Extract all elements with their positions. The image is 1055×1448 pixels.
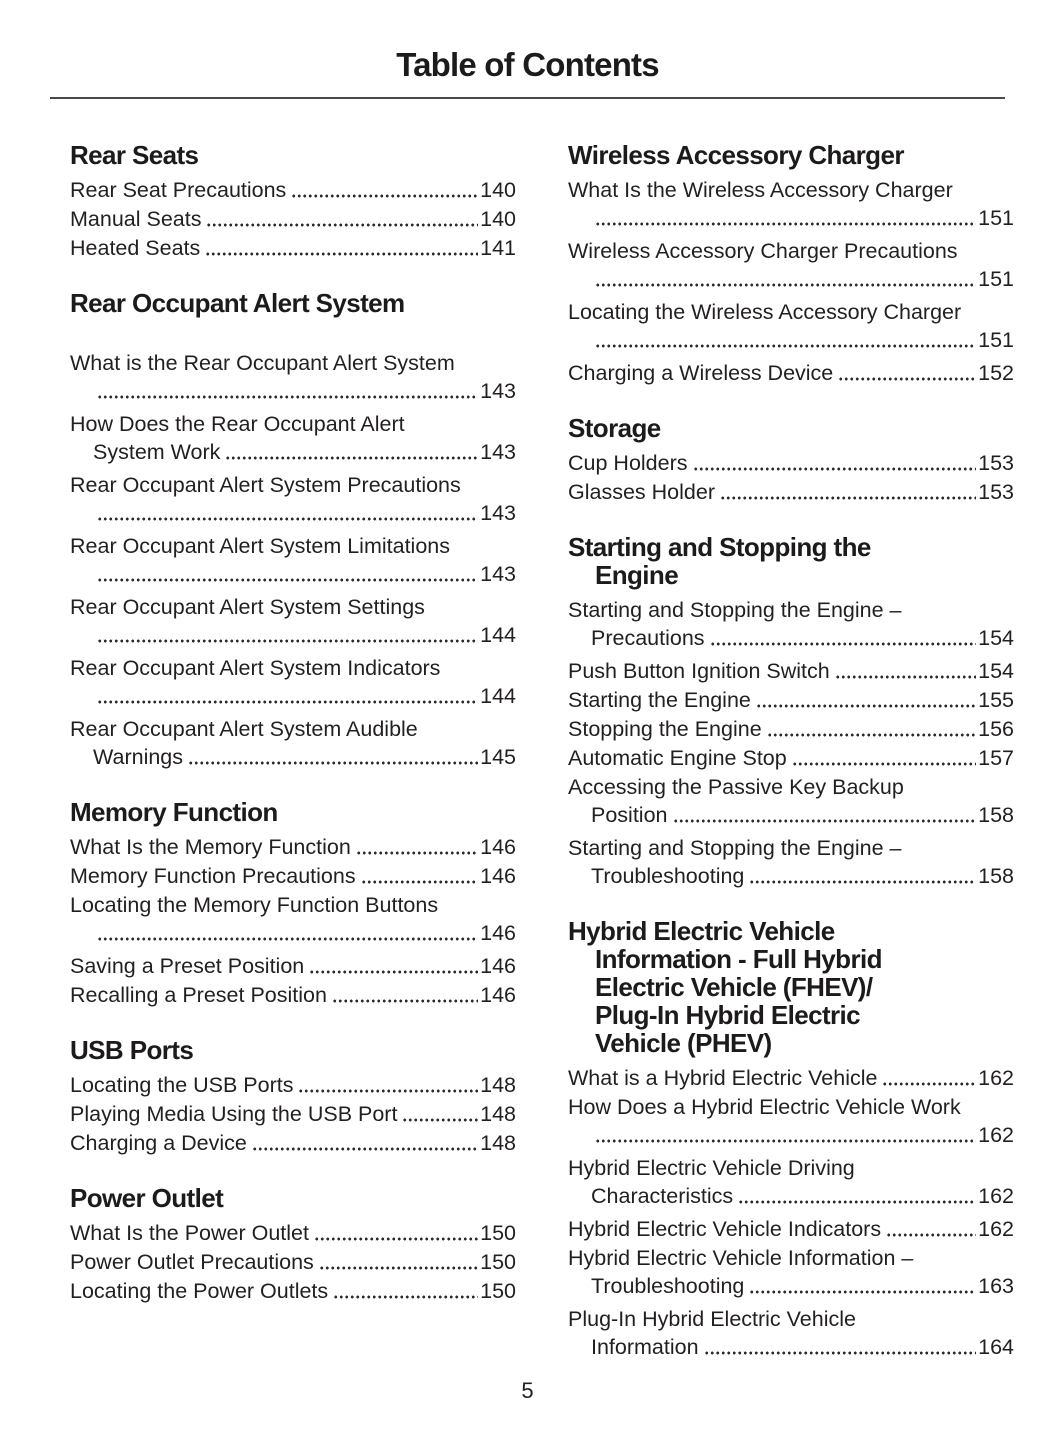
- entry-text: Playing Media Using the USB Port: [70, 1102, 398, 1126]
- dot-leader: [205, 251, 478, 257]
- entry-text-continuation: Troubleshooting: [591, 864, 745, 888]
- dot-leader: [97, 699, 478, 705]
- entry-text: Rear Occupant Alert System Limitations: [70, 534, 450, 558]
- dot-leader: [710, 641, 977, 647]
- toc-entry: [568, 686, 1014, 714]
- dot-leader: [356, 850, 478, 856]
- entry-page-number: 146: [480, 983, 516, 1007]
- toc-entry: [70, 532, 516, 588]
- entry-text: Locating the Memory Function Buttons: [70, 893, 439, 917]
- toc-entry: [568, 715, 1014, 743]
- toc-entry: [568, 1064, 1014, 1092]
- page-title: Table of Contents: [396, 46, 659, 83]
- section-title-line: Information - Full Hybrid: [595, 944, 882, 974]
- entry-text-continuation: Position: [591, 803, 668, 827]
- entry-text: Starting and Stopping the Engine –: [568, 836, 902, 860]
- dot-leader: [693, 466, 977, 472]
- dot-leader: [595, 221, 976, 227]
- entry-text: Starting the Engine: [568, 688, 751, 712]
- section-title-line: Rear Occupant Alert System: [70, 288, 405, 318]
- section-title-line: Memory Function: [70, 797, 278, 827]
- section-title-line: Wireless Accessory Charger: [568, 140, 904, 170]
- toc-entry: [70, 234, 516, 262]
- toc-entry: [568, 449, 1014, 477]
- entry-page-number: 151: [978, 267, 1014, 291]
- toc-column-left: [70, 141, 516, 1388]
- entry-text-continuation: Precautions: [591, 626, 705, 650]
- entry-text: Saving a Preset Position: [70, 954, 305, 978]
- dot-leader: [319, 1265, 478, 1271]
- dot-leader: [252, 1146, 478, 1152]
- toc-entry: [568, 1093, 1014, 1149]
- toc-entry: [70, 981, 516, 1009]
- entry-page-number: 153: [978, 451, 1014, 475]
- toc-entry: [70, 952, 516, 980]
- dot-leader: [704, 1350, 977, 1356]
- dot-leader: [332, 998, 478, 1004]
- toc-entry: [70, 1277, 516, 1305]
- toc-column-right: [568, 141, 1014, 1388]
- toc-entry: [70, 410, 516, 466]
- entry-text: Rear Occupant Alert System Indicators: [70, 656, 441, 680]
- entry-text: Hybrid Electric Vehicle Indicators: [568, 1217, 882, 1241]
- toc-entry: [70, 1071, 516, 1099]
- entry-page-number: 144: [480, 684, 516, 708]
- toc-entry: [568, 1154, 1014, 1210]
- entry-text: How Does the Rear Occupant Alert: [70, 412, 405, 436]
- dot-leader: [225, 455, 478, 461]
- entry-page-number: 162: [978, 1066, 1014, 1090]
- entry-text: Rear Occupant Alert System Precautions: [70, 473, 461, 497]
- toc-section: [568, 414, 1014, 506]
- dot-leader: [291, 193, 478, 199]
- dot-leader: [673, 818, 977, 824]
- entry-text: Automatic Engine Stop: [568, 746, 787, 770]
- dot-leader: [720, 495, 976, 501]
- section-title: [568, 917, 1014, 1057]
- dot-leader: [595, 343, 976, 349]
- entry-text: How Does a Hybrid Electric Vehicle Work: [568, 1095, 961, 1119]
- entry-text: Rear Seat Precautions: [70, 178, 287, 202]
- toc-section: [70, 1184, 516, 1305]
- entry-page-number: 150: [480, 1279, 516, 1303]
- entry-page-number: 144: [480, 623, 516, 647]
- entry-text: Cup Holders: [568, 451, 688, 475]
- toc-entry: [70, 833, 516, 861]
- entry-page-number: 146: [480, 864, 516, 888]
- dot-leader: [792, 761, 976, 767]
- toc-entry: [70, 593, 516, 649]
- toc-entry: [70, 1129, 516, 1157]
- entry-text: Starting and Stopping the Engine –: [568, 598, 902, 622]
- section-title-line: Hybrid Electric Vehicle: [568, 916, 835, 946]
- entry-page-number: 148: [480, 1073, 516, 1097]
- entry-text: Rear Occupant Alert System Audible: [70, 717, 418, 741]
- toc-entry: [70, 715, 516, 771]
- entry-page-number: 162: [978, 1123, 1014, 1147]
- toc-section: [70, 798, 516, 1009]
- entry-text-continuation: Characteristics: [591, 1184, 734, 1208]
- entry-text: Manual Seats: [70, 207, 202, 231]
- dot-leader: [756, 703, 976, 709]
- section-title: [70, 798, 516, 826]
- entry-page-number: 164: [978, 1335, 1014, 1359]
- toc-entry: [70, 176, 516, 204]
- entry-page-number: 143: [480, 379, 516, 403]
- section-title-line: Rear Seats: [70, 140, 199, 170]
- entry-text-continuation: System Work: [93, 440, 221, 464]
- entry-text: Glasses Holder: [568, 480, 715, 504]
- toc-entry: [568, 298, 1014, 354]
- toc-entry: [568, 478, 1014, 506]
- toc-section: [568, 533, 1014, 890]
- toc-entry: [568, 834, 1014, 890]
- section-title: [70, 1184, 516, 1212]
- entry-text: Locating the Wireless Accessory Charger: [568, 300, 962, 324]
- dot-leader: [361, 879, 479, 885]
- dot-leader: [838, 376, 976, 382]
- toc-section: [70, 141, 516, 262]
- section-title: [70, 289, 516, 317]
- toc-content: [0, 99, 1055, 1388]
- section-title: [568, 533, 1014, 589]
- entry-page-number: 154: [978, 626, 1014, 650]
- entry-page-number: 154: [978, 659, 1014, 683]
- toc-entry: [568, 773, 1014, 829]
- section-title-line: Vehicle (PHEV): [595, 1028, 772, 1058]
- entry-text-continuation: Information: [591, 1335, 699, 1359]
- entry-page-number: 162: [978, 1184, 1014, 1208]
- dot-leader: [595, 1138, 976, 1144]
- entry-text: Charging a Wireless Device: [568, 361, 834, 385]
- entry-text: Stopping the Engine: [568, 717, 762, 741]
- entry-text: Push Button Ignition Switch: [568, 659, 830, 683]
- entry-page-number: 143: [480, 440, 516, 464]
- entry-page-number: 157: [978, 746, 1014, 770]
- entry-page-number: 152: [978, 361, 1014, 385]
- entry-page-number: 151: [978, 206, 1014, 230]
- section-title: [70, 1036, 516, 1064]
- dot-leader: [97, 394, 478, 400]
- entry-text: What Is the Memory Function: [70, 835, 351, 859]
- dot-leader: [333, 1294, 478, 1300]
- entry-text-continuation: Warnings: [93, 745, 184, 769]
- dot-leader: [767, 732, 976, 738]
- toc-entry: [70, 862, 516, 890]
- entry-text: Hybrid Electric Vehicle Driving: [568, 1156, 855, 1180]
- dot-leader: [206, 222, 478, 228]
- entry-text: Wireless Accessory Charger Precautions: [568, 239, 958, 263]
- toc-entry: [568, 1215, 1014, 1243]
- dot-leader: [97, 936, 478, 942]
- entry-page-number: 140: [480, 178, 516, 202]
- footer-page-number: 5: [521, 1378, 534, 1403]
- entry-text: Memory Function Precautions: [70, 864, 356, 888]
- entry-text: Locating the Power Outlets: [70, 1279, 329, 1303]
- entry-page-number: 146: [480, 835, 516, 859]
- section-title-line: USB Ports: [70, 1035, 194, 1065]
- entry-text-continuation: Troubleshooting: [591, 1274, 745, 1298]
- dot-leader: [314, 1236, 478, 1242]
- toc-entry: [568, 1305, 1014, 1361]
- dot-leader: [835, 674, 976, 680]
- toc-entry: [70, 471, 516, 527]
- entry-page-number: 155: [978, 688, 1014, 712]
- entry-page-number: 140: [480, 207, 516, 231]
- toc-section: [70, 289, 516, 771]
- dot-leader: [97, 516, 478, 522]
- entry-page-number: 148: [480, 1131, 516, 1155]
- dot-leader: [886, 1232, 976, 1238]
- entry-text: Plug-In Hybrid Electric Vehicle: [568, 1307, 856, 1331]
- dot-leader: [309, 969, 478, 975]
- entry-page-number: 151: [978, 328, 1014, 352]
- dot-leader: [188, 760, 478, 766]
- toc-entry: [568, 1244, 1014, 1300]
- toc-entry: [70, 1248, 516, 1276]
- dot-leader: [402, 1117, 478, 1123]
- entry-page-number: 156: [978, 717, 1014, 741]
- dot-leader: [749, 1289, 976, 1295]
- entry-page-number: 158: [978, 864, 1014, 888]
- entry-text: Locating the USB Ports: [70, 1073, 294, 1097]
- toc-section: [70, 1036, 516, 1157]
- toc-entry: [568, 359, 1014, 387]
- toc-entry: [70, 1100, 516, 1128]
- toc-entry: [568, 744, 1014, 772]
- entry-page-number: 150: [480, 1250, 516, 1274]
- entry-page-number: 158: [978, 803, 1014, 827]
- dot-leader: [298, 1088, 478, 1094]
- dot-leader: [749, 879, 976, 885]
- entry-text: What is the Rear Occupant Alert System: [70, 351, 455, 375]
- entry-page-number: 148: [480, 1102, 516, 1126]
- entry-text: Recalling a Preset Position: [70, 983, 327, 1007]
- dot-leader: [595, 282, 976, 288]
- toc-entry: [70, 1219, 516, 1247]
- dot-leader: [97, 638, 478, 644]
- entry-page-number: 145: [480, 745, 516, 769]
- section-title-line: Power Outlet: [70, 1183, 224, 1213]
- section-title: [568, 414, 1014, 442]
- toc-section: [568, 917, 1014, 1361]
- entry-page-number: 143: [480, 501, 516, 525]
- entry-page-number: 153: [978, 480, 1014, 504]
- section-title-line: Storage: [568, 413, 661, 443]
- entry-page-number: 141: [480, 236, 516, 260]
- toc-entry: [568, 176, 1014, 232]
- entry-text: Heated Seats: [70, 236, 201, 260]
- entry-text: Power Outlet Precautions: [70, 1250, 314, 1274]
- toc-entry: [568, 596, 1014, 652]
- section-title-line: Electric Vehicle (FHEV)/: [595, 972, 873, 1002]
- entry-page-number: 146: [480, 921, 516, 945]
- toc-entry: [70, 205, 516, 233]
- toc-entry: [568, 657, 1014, 685]
- entry-page-number: 162: [978, 1217, 1014, 1241]
- entry-page-number: 143: [480, 562, 516, 586]
- toc-section: [568, 141, 1014, 387]
- dot-leader: [97, 577, 478, 583]
- section-title: [568, 141, 1014, 169]
- entry-page-number: 163: [978, 1274, 1014, 1298]
- dot-leader: [882, 1081, 976, 1087]
- entry-text: What Is the Wireless Accessory Charger: [568, 178, 953, 202]
- entry-text: Hybrid Electric Vehicle Information –: [568, 1246, 914, 1270]
- toc-entry: [70, 349, 516, 405]
- section-title: [70, 141, 516, 169]
- section-title-line: Starting and Stopping the: [568, 532, 871, 562]
- toc-entry: [568, 237, 1014, 293]
- entry-text: Accessing the Passive Key Backup: [568, 775, 904, 799]
- entry-text: Charging a Device: [70, 1131, 247, 1155]
- section-title-line: Engine: [595, 560, 679, 590]
- entry-text: Rear Occupant Alert System Settings: [70, 595, 425, 619]
- entry-text: What is a Hybrid Electric Vehicle: [568, 1066, 878, 1090]
- dot-leader: [738, 1199, 976, 1205]
- entry-page-number: 150: [480, 1221, 516, 1245]
- section-title-line: Plug-In Hybrid Electric: [595, 1000, 861, 1030]
- toc-entry: [70, 891, 516, 947]
- entry-page-number: 146: [480, 954, 516, 978]
- toc-entry: [70, 654, 516, 710]
- entry-text: What Is the Power Outlet: [70, 1221, 309, 1245]
